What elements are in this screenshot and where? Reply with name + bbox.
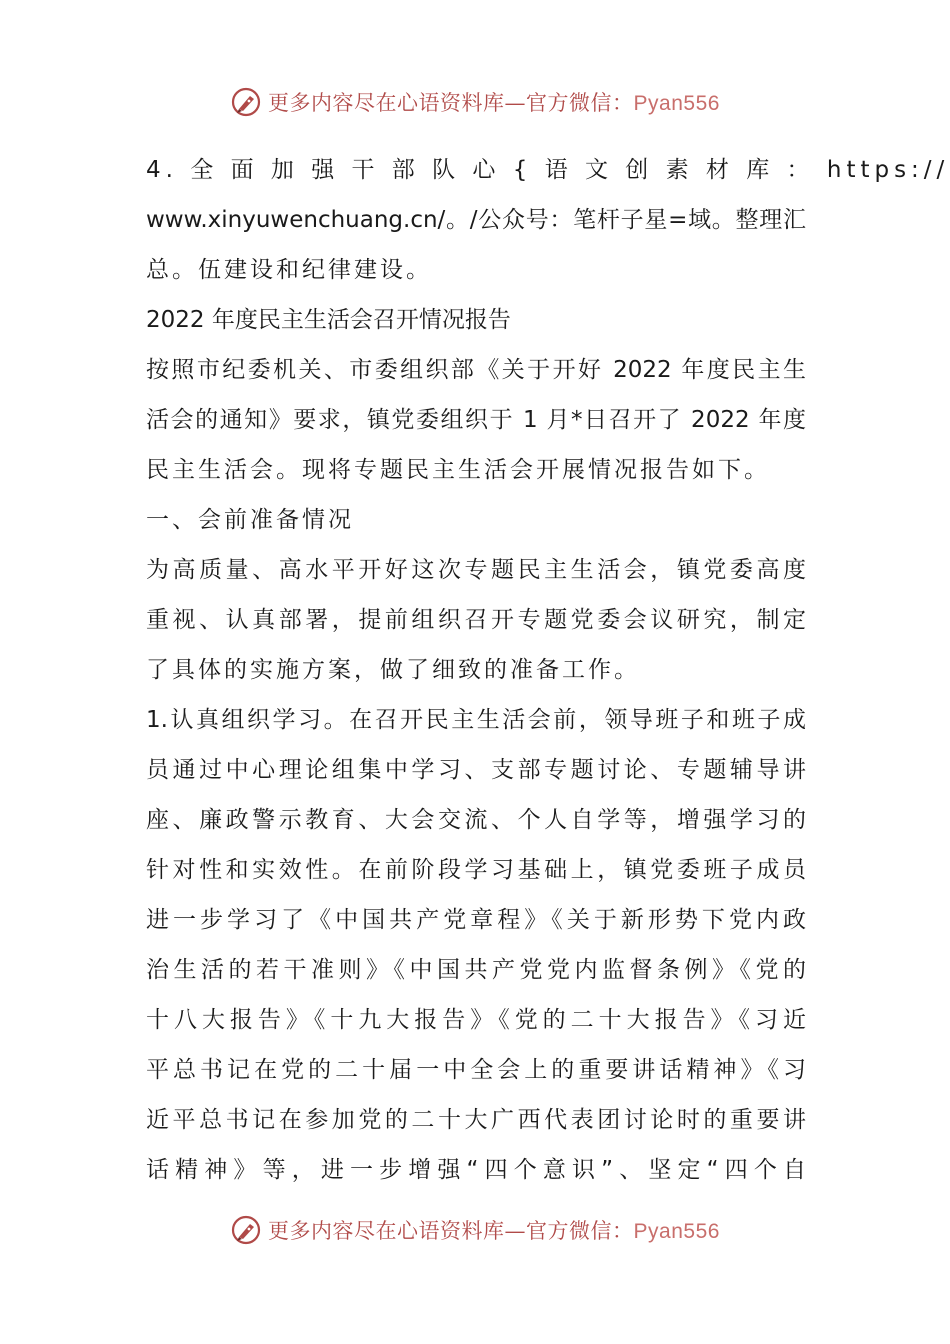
text-line: 活会的通知》要求，镇党委组织于 1 月*日召开了 2022 年度: [146, 407, 806, 433]
text-line: 十八大报告》《十九大报告》《党的二十大报告》《习近: [146, 1007, 806, 1033]
banner-text: 更多内容尽在心语资料库—官方微信：Pyan556: [268, 91, 720, 115]
text-line: 了具体的实施方案，做了细致的准备工作。: [146, 657, 640, 683]
text-line: 4. 全 面 加 强 干 部 队 心 { 语 文 创 素 材 库 ： https://: [146, 157, 950, 183]
banner-text: 更多内容尽在心语资料库—官方微信：Pyan556: [268, 1219, 720, 1243]
text-line: 进一步学习了《中国共产党章程》《关于新形势下党内政: [146, 907, 806, 933]
text-line: 话精神》等，进一步增强“四个意识”、坚定“四个自: [146, 1157, 806, 1183]
section-heading: 一、会前准备情况: [146, 507, 354, 533]
text-line: 总。伍建设和纪律建设。: [146, 257, 432, 283]
text-line: 1.认真组织学习。在召开民主生活会前，领导班子和班子成: [146, 707, 806, 733]
text-line: 针对性和实效性。在前阶段学习基础上，镇党委班子成员: [146, 857, 806, 883]
document-body: [146, 145, 950, 1195]
text-line: 平总书记在党的二十届一中全会上的重要讲话精神》《习: [146, 1057, 806, 1083]
text-line: 按照市纪委机关、市委组织部《关于开好 2022 年度民主生: [146, 357, 806, 383]
text-line: 重视、认真部署，提前组织召开专题党委会议研究，制定: [146, 607, 806, 633]
document-title: 2022 年度民主生活会召开情况报告: [146, 307, 511, 333]
text-line: 员通过中心理论组集中学习、支部专题讨论、专题辅导讲: [146, 757, 806, 783]
wechat-id: Pyan556: [633, 1220, 720, 1243]
footer-watermark-banner: [0, 1210, 950, 1250]
wechat-id: Pyan556: [633, 92, 720, 115]
text-line: www.xinyuwenchuang.cn/。/公众号：笔杆子星=域。整理汇: [146, 207, 806, 233]
text-line: 为高质量、高水平开好这次专题民主生活会，镇党委高度: [146, 557, 806, 583]
text-line: 近平总书记在参加党的二十大广西代表团讨论时的重要讲: [146, 1107, 806, 1133]
text-line: 座、廉政警示教育、大会交流、个人自学等，增强学习的: [146, 807, 806, 833]
pen-nib-logo-icon: [230, 86, 262, 118]
pen-nib-logo-icon: [230, 1214, 262, 1246]
header-watermark-banner: [0, 82, 950, 122]
text-line: 治生活的若干准则》《中国共产党党内监督条例》《党的: [146, 957, 806, 983]
text-line: 民主生活会。现将专题民主生活会开展情况报告如下。: [146, 457, 770, 483]
